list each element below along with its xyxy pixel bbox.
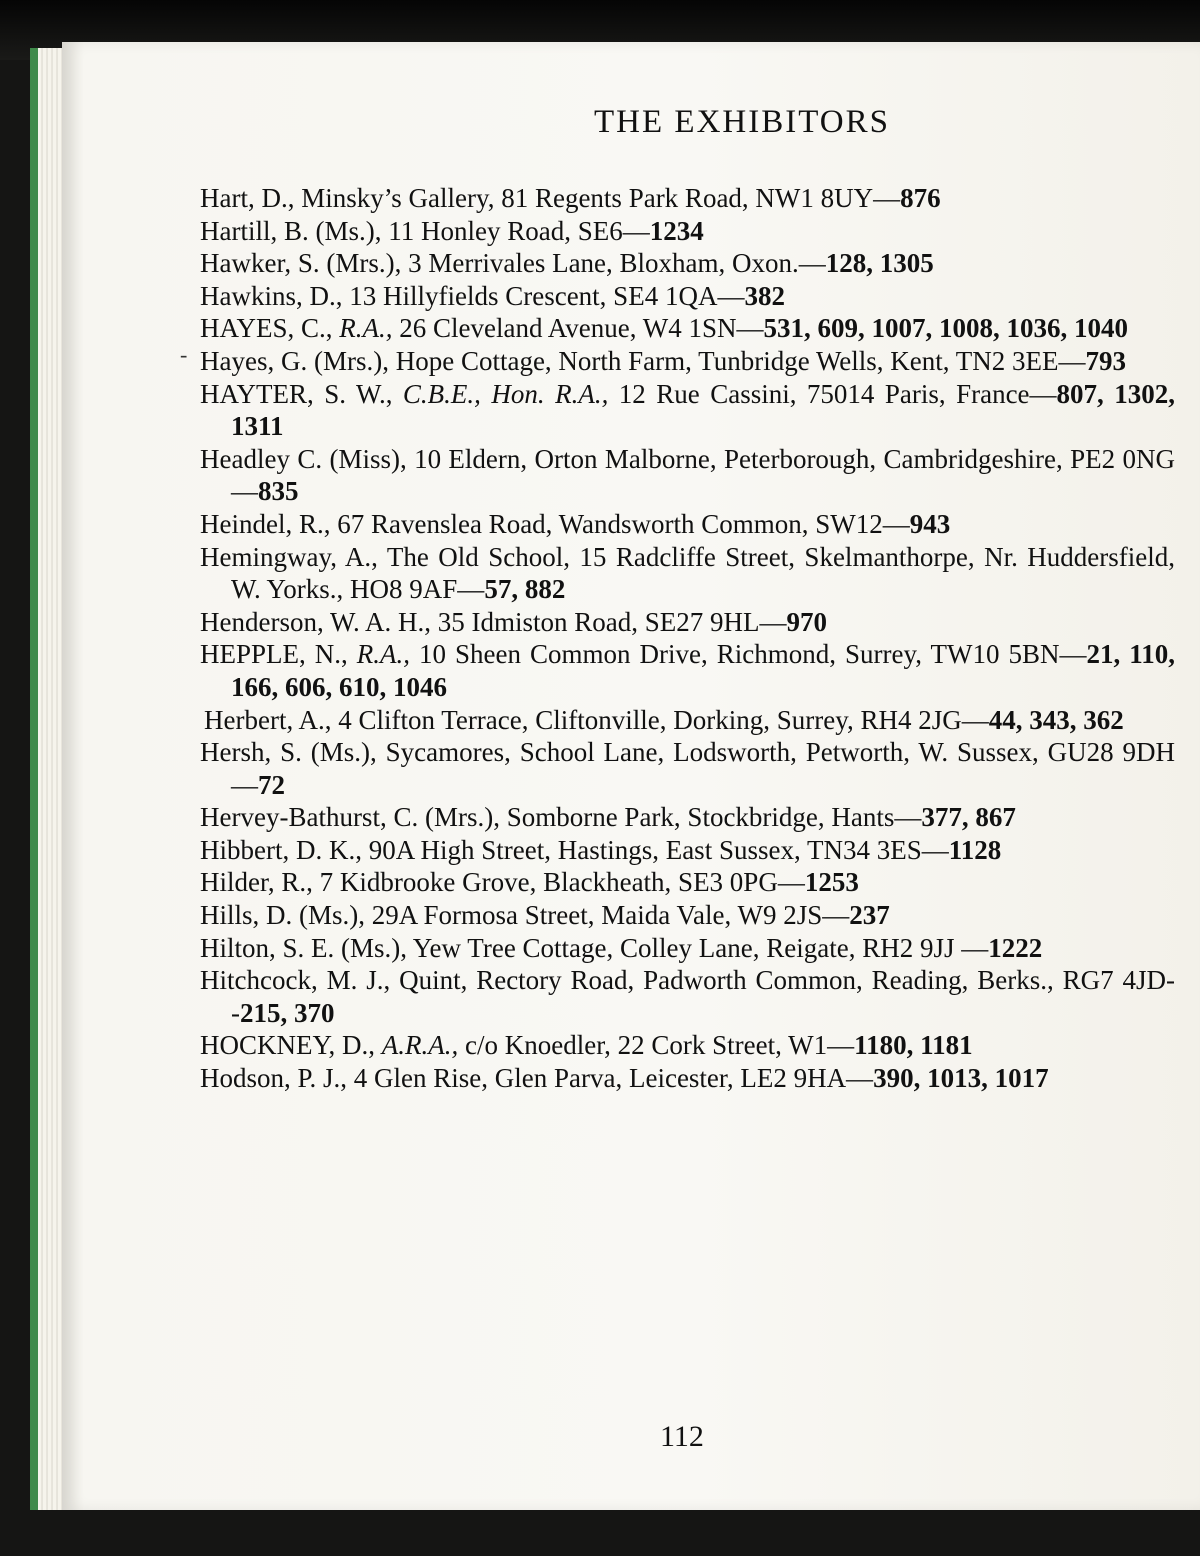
- exhibitor-entry: Hawker, S. (Mrs.), 3 Merrivales Lane, Bloxham, Oxon.—128, 1305: [200, 248, 934, 279]
- exhibitor-entry: Hitchcock, M. J., Quint, Rectory Road, Padworth Common, Reading, Berks., RG7 4JD--215, 370: [200, 965, 1175, 1028]
- exhibitor-entry: HAYTER, S. W., C.B.E., Hon. R.A., 12 Rue Cassini, 75014 Paris, France—807, 1302, 1311: [200, 378, 1176, 442]
- exhibitor-entry: Hersh, S. (Ms.), Sycamores, School Lane, Lodsworth, Petworth, W. Sussex, GU28 9DH—72: [200, 737, 1175, 800]
- margin-mark: -: [180, 342, 188, 367]
- exhibitor-entry: Heindel, R., 67 Ravenslea Road, Wandsworth Common, SW12—943: [200, 508, 951, 539]
- exhibitor-entry: Hawkins, D., 13 Hillyfields Crescent, SE4 1QA—382: [200, 280, 785, 311]
- exhibitor-entry: Hemingway, A., The Old School, 15 Radcliffe Street, Skelmanthorpe, Nr. Huddersfield, W. Yorks., HO8 9AF—57, 882: [200, 541, 1175, 605]
- exhibitor-entry: Hilton, S. E. (Ms.), Yew Tree Cottage, Colley Lane, Reigate, RH2 9JJ —1222: [200, 932, 1043, 963]
- exhibitor-entry: Hodson, P. J., 4 Glen Rise, Glen Parva, Leicester, LE2 9HA—390, 1013, 1017: [200, 1063, 1049, 1094]
- exhibitor-entry: HAYES, C., R.A., 26 Cleveland Avenue, W4 1SN—531, 609, 1007, 1008, 1036, 1040: [200, 313, 1128, 344]
- page-title: THE EXHIBITORS: [594, 104, 890, 140]
- exhibitor-entry: Hervey-Bathurst, C. (Mrs.), Somborne Park, Stockbridge, Hants—377, 867: [200, 802, 1016, 833]
- exhibitor-list: [200, 182, 1175, 1095]
- exhibitor-entry: Hart, D., Minsky’s Gallery, 81 Regents Park Road, NW1 8UY—876: [200, 183, 941, 213]
- exhibitor-entry: Hayes, G. (Mrs.), Hope Cottage, North Farm, Tunbridge Wells, Kent, TN2 3EE—793: [200, 345, 1126, 376]
- exhibitor-entry: Henderson, W. A. H., 35 Idmiston Road, SE27 9HL—970: [200, 606, 827, 637]
- exhibitor-entry: Herbert, A., 4 Clifton Terrace, Cliftonville, Dorking, Surrey, RH4 2JG—44, 343, 362: [204, 704, 1124, 735]
- exhibitor-entry: Hartill, B. (Ms.), 11 Honley Road, SE6—1234: [200, 215, 704, 246]
- exhibitor-entry: HOCKNEY, D., A.R.A., c/o Knoedler, 22 Cork Street, W1—1180, 1181: [200, 1030, 973, 1061]
- page-number: 112: [660, 1420, 704, 1453]
- exhibitor-entry: HEPPLE, N., R.A., 10 Sheen Common Drive, Richmond, Surrey, TW10 5BN—21, 110, 166, 606, 610, 1046: [200, 639, 1175, 702]
- exhibitor-entry: Headley C. (Miss), 10 Eldern, Orton Malborne, Peterborough, Cambridgeshire, PE2 0NG—835: [200, 443, 1175, 507]
- book-page: [62, 42, 1200, 1510]
- exhibitor-entry: Hibbert, D. K., 90A High Street, Hastings, East Sussex, TN34 3ES—1128: [200, 834, 1002, 865]
- exhibitor-entry: Hilder, R., 7 Kidbrooke Grove, Blackheath, SE3 0PG—1253: [200, 867, 859, 898]
- exhibitor-entry: Hills, D. (Ms.), 29A Formosa Street, Maida Vale, W9 2JS—237: [200, 900, 890, 931]
